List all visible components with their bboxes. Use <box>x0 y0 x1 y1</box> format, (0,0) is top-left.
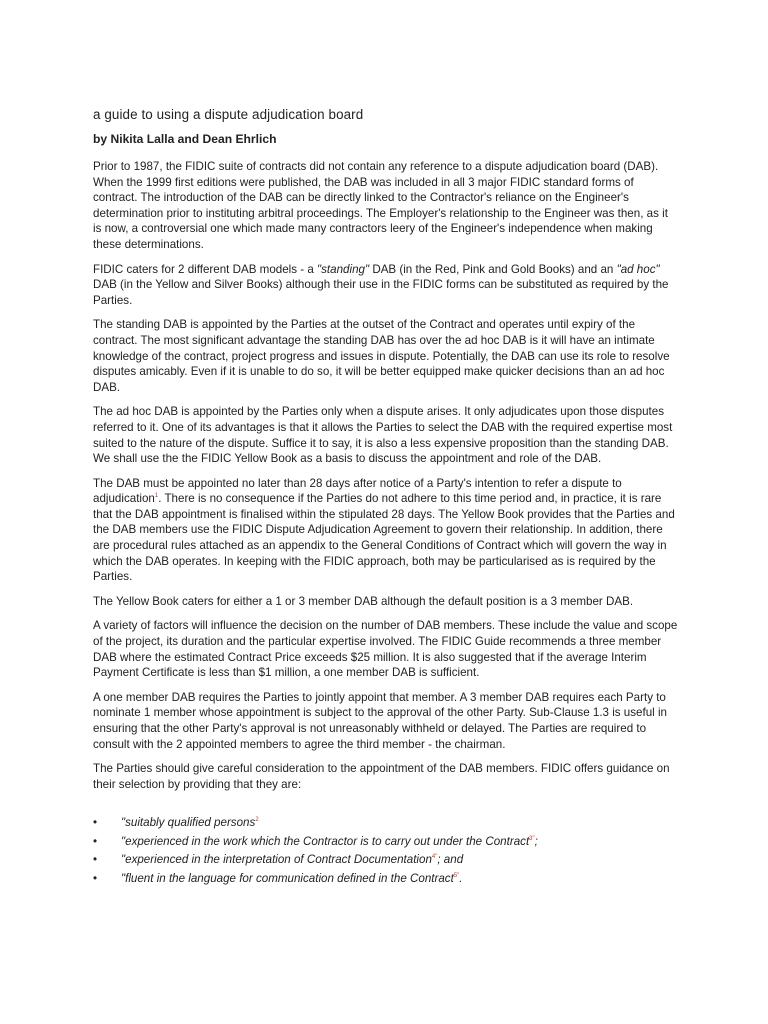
text-run: FIDIC caters for 2 different DAB models - a <box>93 262 318 276</box>
author-byline: by Nikita Lalla and Dean Ehrlich <box>93 132 277 146</box>
paragraph-member-appointment: A one member DAB requires the Parties to jointly appoint that member. A 3 member DAB requires each Party to nominate 1 member whose appointment is subject to the approval of the other Party. Sub-Clause 1.3 is useful in ensuring that the other Party's approval is not unreasonably withheld or delayed. The Parties are required to consult with the 2 appointed members to agree the third member - the chairman. <box>93 690 667 751</box>
paragraph-standing-dab: The standing DAB is appointed by the Parties at the outset of the Contract and operates until expiry of the contract. The most significant advantage the standing DAB has over the ad hoc DAB is it will have an intimate knowledge of the contract, project progress and issues in dispute. Potentially, the DAB can use its role to resolve disputes amicably. Even if it is unable to do so, it will be better equipped make quicker decisions than an ad hoc DAB. <box>93 318 670 394</box>
bullet-icon: • <box>93 834 98 848</box>
bullet-icon: • <box>93 853 98 867</box>
list-item <box>93 833 679 852</box>
paragraph-member-count: The Yellow Book caters for either a 1 or 3 member DAB although the default position is a 3 member DAB. <box>93 594 634 608</box>
document-page <box>93 107 679 888</box>
bullet-icon: • <box>93 871 98 885</box>
list-item <box>93 814 679 833</box>
ad-hoc-term: "ad hoc" <box>616 262 660 276</box>
text-run: DAB (in the Yellow and Silver Books) although their use in the FIDIC forms can be substituted as required by the Parties. <box>93 278 669 307</box>
paragraph-factors: A variety of factors will influence the decision on the number of DAB members. These include the value and scope of the project, its duration and the particular expertise involved. The FIDIC Guide recommends a three member DAB where the estimated Contract Price exceeds $25 million. It is also suggested that if the average Interim Payment Certificate is less than $1 million, a one member DAB is sufficient. <box>93 619 678 680</box>
text-run: DAB (in the Red, Pink and Gold Books) and an <box>369 262 617 276</box>
footnote-marker: 4" <box>431 854 438 861</box>
list-item-tail: ; and <box>437 853 464 867</box>
list-item-text: "suitably qualified persons <box>121 816 256 830</box>
paragraph-selection-guidance: The Parties should give careful consideration to the appointment of the DAB members. FIDIC offers guidance on their selection by providing that they are: <box>93 762 670 791</box>
list-item-text: "fluent in the language for communication defined in the Contract <box>121 871 454 885</box>
paragraph-dab-models <box>93 262 679 309</box>
footnote-marker: 1 <box>154 493 159 500</box>
paragraph-history: Prior to 1987, the FIDIC suite of contracts did not contain any reference to a dispute adjudication board (DAB). When the 1999 first editions were published, the DAB was included in all 3 major FIDIC standard forms of contract. The introduction of the DAB can be directly linked to the Contractor's reliance on the Engineer's determination prior to instituting arbitral proceedings. The Employer's relationship to the Engineer was then, as it is now, a controversial one which made many contractors leery of the Engineer's independence when making these determinations. <box>93 160 668 251</box>
list-item <box>93 851 679 870</box>
text-run: The DAB must be appointed no later than 28 days after notice of a Party's intention to refer a dispute to adjudication <box>93 476 622 506</box>
paragraph-ad-hoc-dab: The ad hoc DAB is appointed by the Parties only when a dispute arises. It only adjudicates upon those disputes referred to it. One of its advantages is that it allows the Parties to select the DAB with the required expertise most suited to the nature of the dispute. Suffice it to say, it is also a less expensive proposition than the standing DAB. We shall use the the FIDIC Yellow Book as a basis to discuss the appointment and role of the DAB. <box>93 405 673 466</box>
list-item-tail: ; <box>534 834 538 848</box>
list-item-text: "experienced in the work which the Contractor is to carry out under the Contract <box>121 834 530 848</box>
paragraph-appointment-timing <box>93 476 679 585</box>
list-item-text: "experienced in the interpretation of Contract Documentation <box>121 853 432 867</box>
standing-term: "standing" <box>317 262 370 276</box>
list-item <box>93 870 679 889</box>
footnote-marker: 2 <box>255 817 259 824</box>
qualification-list <box>93 814 679 888</box>
footnote-marker: 5" <box>453 873 460 880</box>
footnote-marker: 3" <box>529 836 535 843</box>
bullet-icon: • <box>93 816 98 830</box>
document-title: a guide to using a dispute adjudication board <box>93 107 364 122</box>
text-run: . There is no consequence if the Parties do not adhere to this time period and, in practice, it is rare that the DAB appointment is finalised within the stipulated 28 days. The Yellow Book provides that the Parties and the DAB members use the FIDIC Dispute Adjudication Agreement to govern their relationship. In addition, there are procedural rules attached as an appendix to the General Conditions of Contract which will govern the way in which the DAB operates. In keeping with the FIDIC approach, both may be particularised as is required by the Parties. <box>93 492 675 584</box>
list-item-tail: . <box>459 871 463 885</box>
